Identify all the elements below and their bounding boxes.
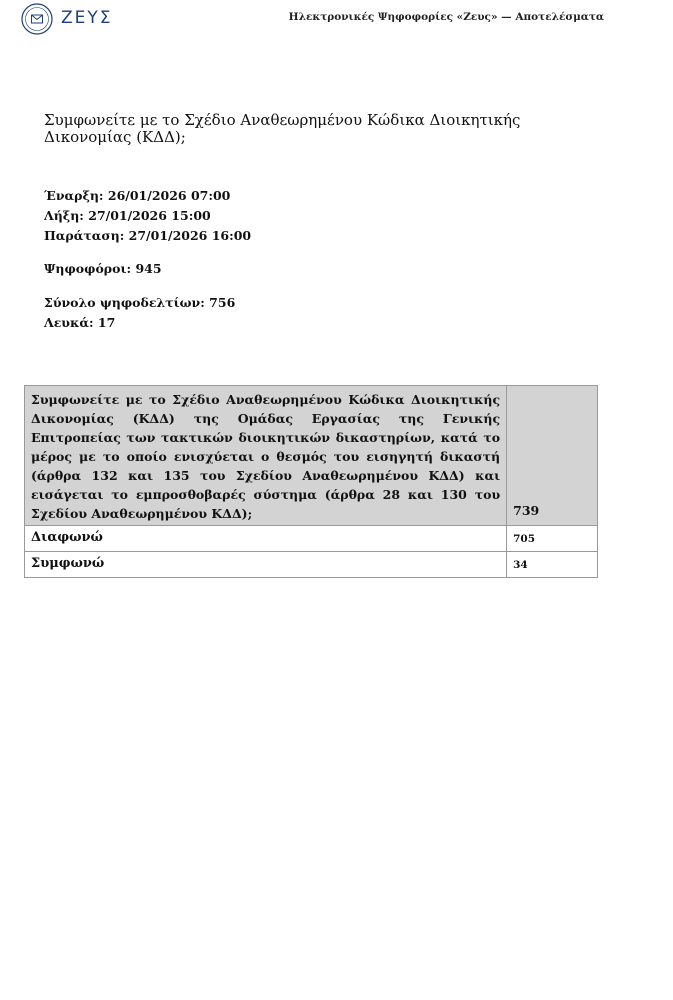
answer-label: Συμφωνώ <box>25 552 507 578</box>
results-question-row <box>25 386 598 526</box>
extension-time: Παράταση: 27/01/2026 16:00 <box>44 228 252 243</box>
ballots-info <box>44 293 235 333</box>
voters-info <box>44 259 162 279</box>
start-time: Έναρξη: 26/01/2026 07:00 <box>44 188 231 203</box>
end-time: Λήξη: 27/01/2026 15:00 <box>44 208 211 223</box>
results-question-text: Συμφωνείτε με το Σχέδιο Αναθεωρημένου Κώδικα Διοικητικής Δικονομίας (ΚΔΔ) της Ομάδας Εργασίας της Γενικής Επιτροπείας των τακτικών διοικητικών δικαστηρίων, κατά το μέρος με το οποίο ενισχύεται ο θεσμός του εισηγητή δικαστή (άρθρα 132 και 135 του Σχεδίου Αναθεωρημένου ΚΔΔ) και εισάγεται το εμπροσθοβαρές σύστημα (άρθρα 28 και 130 του Σχεδίου Αναθεωρημένου ΚΔΔ); <box>25 386 507 526</box>
question-title: Συμφωνείτε με το Σχέδιο Αναθεωρημένου Κώδικα Διοικητικής Δικονομίας (ΚΔΔ); <box>44 111 521 146</box>
ballots-total: Σύνολο ψηφοδελτίων: 756 <box>44 295 236 310</box>
schedule-info <box>44 186 251 246</box>
answer-count: 34 <box>507 552 598 578</box>
results-question-total: 739 <box>507 386 598 526</box>
voters-count: Ψηφοφόροι: 945 <box>44 261 162 276</box>
answer-label: Διαφωνώ <box>25 526 507 552</box>
header-title: Ηλεκτρονικές Ψηφοφορίες «Ζευς» — Αποτελέσματα <box>288 11 604 23</box>
ballots-blank: Λευκά: 17 <box>44 315 116 330</box>
table-row <box>25 552 598 578</box>
ballot-envelope-seal-icon <box>21 3 53 35</box>
page-header <box>0 0 673 40</box>
table-row <box>25 526 598 552</box>
answer-count: 705 <box>507 526 598 552</box>
brand-name: ΖΕΥΣ <box>61 8 113 28</box>
results-table <box>24 385 598 578</box>
